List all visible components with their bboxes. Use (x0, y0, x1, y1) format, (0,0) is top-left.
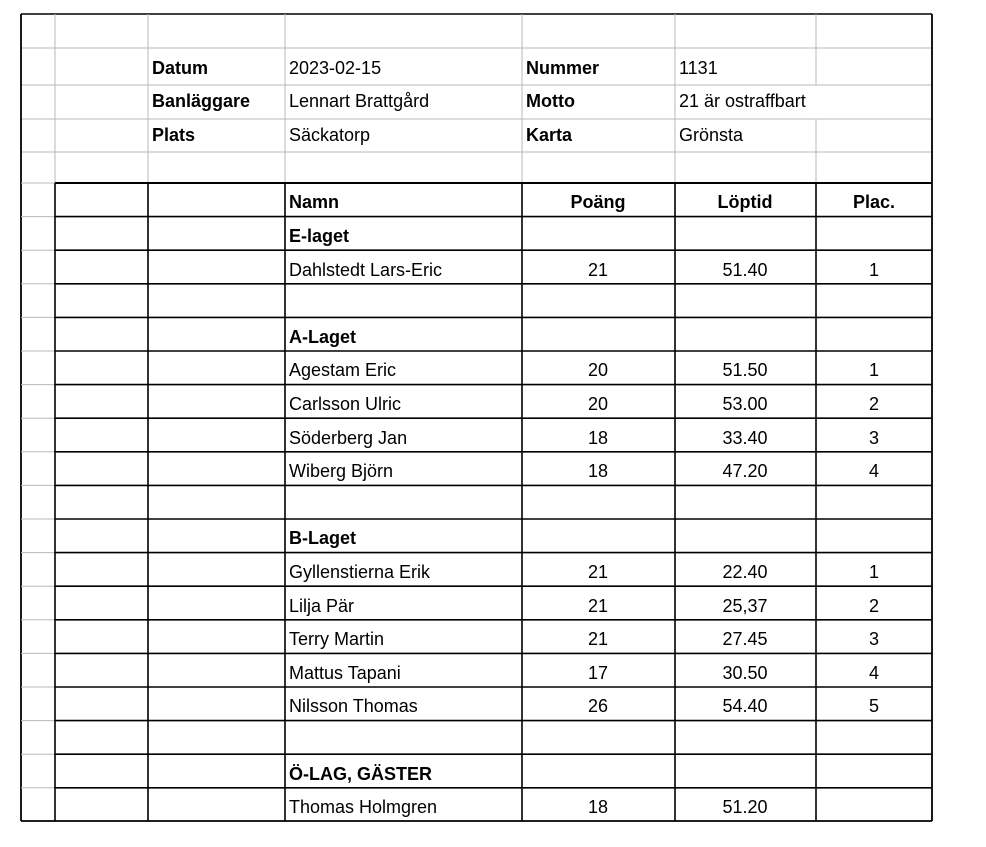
place-value: Säckatorp (289, 125, 371, 145)
number-label: Nummer (526, 58, 600, 78)
cell-name: Carlsson Ulric (289, 394, 402, 414)
cell-place: 5 (868, 696, 879, 717)
cell-time: 51.50 (722, 360, 768, 381)
cell-points: 17 (587, 662, 609, 683)
cell-name: Nilsson Thomas (289, 696, 418, 717)
cell-name: Terry Martin (289, 629, 385, 650)
cell-time: 33.40 (722, 427, 768, 448)
cell-time: 53.00 (722, 394, 768, 414)
cell-points: 20 (587, 360, 609, 381)
cell-time: 47.20 (722, 461, 768, 482)
section-title: Ö-LAG, GÄSTER (289, 763, 432, 784)
cell-name: Dahlstedt Lars-Eric (289, 259, 443, 280)
cell-place: 1 (868, 360, 879, 381)
cell-points: 21 (587, 259, 609, 280)
setter-label: Banläggare (152, 91, 251, 111)
date-value: 2023-02-15 (289, 58, 382, 78)
motto-label: Motto (526, 91, 575, 111)
cell-name: Wiberg Björn (289, 461, 394, 482)
date-label: Datum (152, 58, 209, 78)
cell-place: 4 (868, 662, 879, 683)
setter-value: Lennart Brattgård (289, 91, 430, 111)
cell-time: 25,37 (722, 595, 768, 616)
cell-time: 51.20 (722, 797, 768, 818)
cell-time: 22.40 (722, 562, 768, 582)
cell-points: 21 (587, 562, 609, 582)
column-header-time: Löptid (717, 192, 773, 212)
cell-name: Lilja Pär (289, 595, 355, 616)
cell-place: 3 (868, 629, 879, 650)
cell-time: 51.40 (722, 259, 768, 280)
place-label: Plats (152, 125, 196, 145)
cell-place: 3 (868, 427, 879, 448)
cell-place (816, 791, 932, 824)
cell-name: Söderberg Jan (289, 427, 408, 448)
cell-name: Gyllenstierna Erik (289, 562, 431, 582)
cell-points: 26 (587, 696, 609, 717)
cell-name: Thomas Holmgren (289, 797, 438, 818)
map-value: Grönsta (679, 125, 744, 145)
cell-points: 18 (587, 461, 609, 482)
section-title: E-laget (289, 226, 350, 246)
cell-points: 21 (587, 629, 609, 650)
cell-points: 21 (587, 595, 609, 616)
cell-time: 30.50 (722, 662, 768, 683)
map-label: Karta (526, 125, 573, 145)
cell-place: 2 (868, 394, 879, 414)
section-title: A-Laget (289, 326, 356, 347)
cell-place: 1 (868, 259, 879, 280)
motto-value: 21 är ostraffbart (679, 91, 806, 111)
number-value: 1131 (679, 58, 718, 78)
cell-points: 20 (587, 394, 609, 414)
column-header-name: Namn (289, 192, 340, 212)
section-title: B-Laget (289, 528, 356, 549)
cell-name: Agestam Eric (289, 360, 397, 381)
column-header-points: Poäng (570, 192, 626, 212)
cell-name: Mattus Tapani (289, 662, 401, 683)
cell-time: 54.40 (722, 696, 768, 717)
cell-place: 4 (868, 461, 879, 482)
cell-place: 1 (868, 562, 879, 582)
cell-time: 27.45 (722, 629, 768, 650)
column-header-place: Plac. (852, 192, 896, 212)
cell-points: 18 (587, 797, 609, 818)
cell-place: 2 (868, 595, 879, 616)
cell-points: 18 (587, 427, 609, 448)
